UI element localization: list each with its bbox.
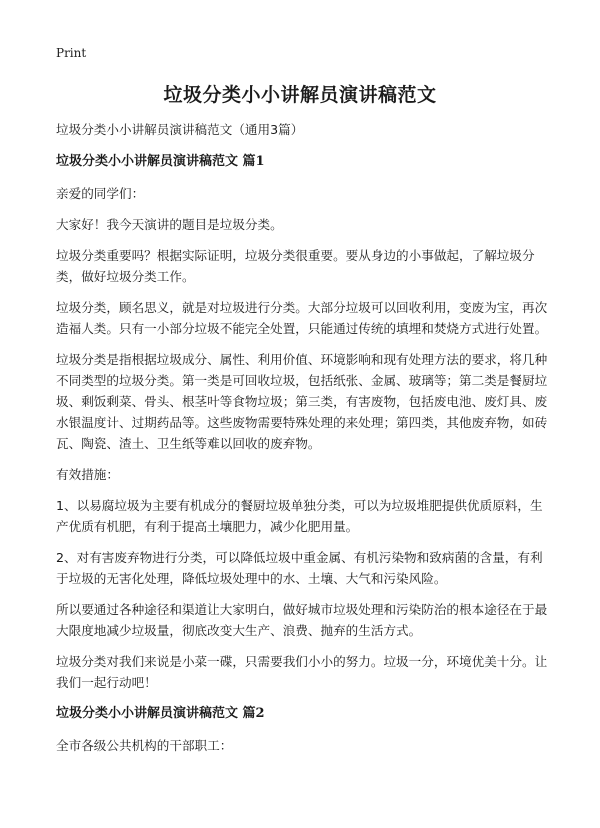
measure-item-1: 1、以易腐垃圾为主要有机成分的餐厨垃圾单独分类，可以为垃圾堆肥提供优质原料，生产优质有机肥，有利于提高土壤肥力，减少化肥用量。 [56, 498, 543, 534]
body-paragraph: 垃圾分类，顾名思义，就是对垃圾进行分类。大部分垃圾可以回收利用，变废为宝，再次造福人类。只有一小部分垃圾不能完全处置，只能通过传统的填埋和焚烧方式进行处置。 [56, 300, 548, 336]
greeting-paragraph: 全市各级公共机构的干部职工： [56, 738, 233, 753]
section-heading-2: 垃圾分类小小讲解员演讲稿范文 篇2 [56, 706, 265, 721]
closing-paragraph: 垃圾分类对我们来说是小菜一碟，只需要我们小小的努力。垃圾一分，环境优美十分。让我们一起行动吧！ [56, 654, 548, 690]
document-subtitle: 垃圾分类小小讲解员演讲稿范文（通用3篇） [56, 122, 304, 137]
body-paragraph: 所以要通过各种途径和渠道让大家明白，做好城市垃圾处理和污染防治的根本途径在于最大限度地减少垃圾量，彻底改变大生产、浪费、抛弃的生活方式。 [56, 602, 548, 638]
measures-label: 有效措施： [56, 467, 119, 482]
measure-item-2: 2、对有害废弃物进行分类，可以降低垃圾中重金属、有机污染物和致病菌的含量，有利于垃圾的无害化处理，降低垃圾处理中的水、土壤、大气和污染风险。 [56, 550, 543, 586]
intro-paragraph: 大家好！我今天演讲的题目是垃圾分类。 [56, 217, 283, 232]
document-body [56, 119, 548, 766]
greeting-paragraph: 亲爱的同学们： [56, 186, 145, 201]
print-label: Print [56, 46, 87, 60]
body-paragraph: 垃圾分类是指根据垃圾成分、属性、利用价值、环境影响和现有处理方法的要求，将几种不同类型的垃圾分类。第一类是可回收垃圾，包括纸张、金属、玻璃等；第二类是餐厨垃圾、剩饭剩菜、骨头、根茎叶等食物垃圾；第三类，有害废物，包括废电池、废灯具、废水银温度计、过期药品等。这些废物需要特殊处理的来处理；第四类，其他废弃物，如砖瓦、陶瓷、渣土、卫生纸等难以回收的废弃物。 [56, 352, 548, 451]
body-paragraph: 垃圾分类重要吗？根据实际证明，垃圾分类很重要。要从身边的小事做起，了解垃圾分类，做好垃圾分类工作。 [56, 248, 535, 284]
section-heading-1: 垃圾分类小小讲解员演讲稿范文 篇1 [56, 154, 265, 169]
page-title: 垃圾分类小小讲解员演讲稿范文 [163, 84, 437, 106]
